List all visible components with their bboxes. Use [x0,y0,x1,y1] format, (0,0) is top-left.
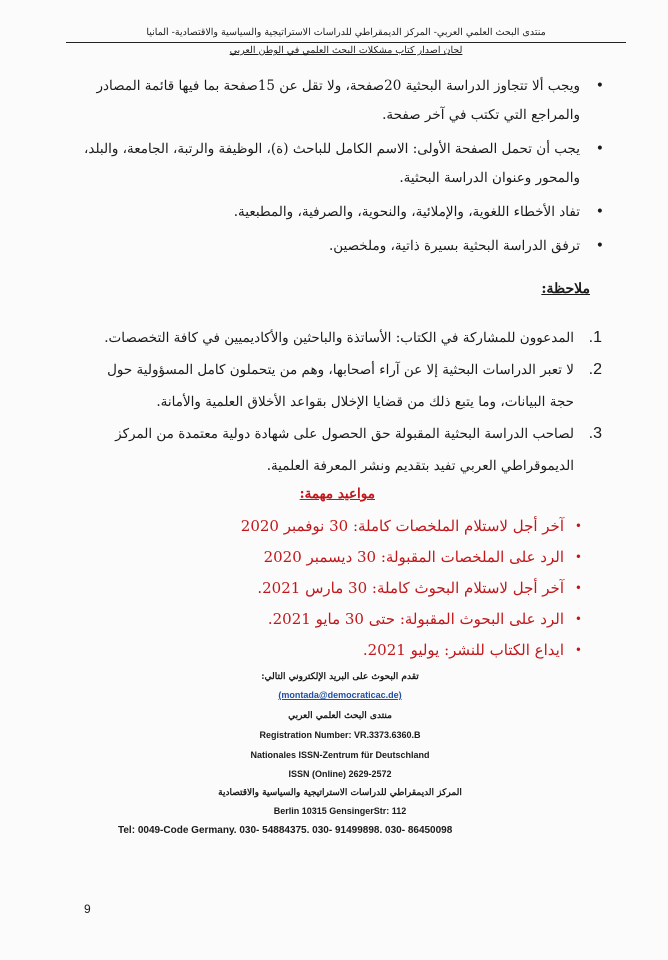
registration-number: Registration Number: VR.3373.6360.B [259,730,421,740]
requirement-item: • ترفق الدراسة البحثية بسيرة ذاتية، وملخصين. [60,232,608,261]
note-title: ملاحظة: [541,281,590,297]
date-item: • آخر أجل لاستلام الملخصات كاملة: 30 نوفمبر 2020 [164,511,584,542]
header-line-2: لجان اصدار كتاب مشكلات البحث العلمي في الوطن العربي [229,45,463,56]
note-number: 2. [588,361,602,378]
note-number: 1. [588,329,602,346]
note-text: لصاحب الدراسة البحثية المقبولة حق الحصول على شهادة دولية معتمدة من المركز الديموقراطي العربي تفيد بتقديم ونشر المعرفة العلمية. [115,426,574,474]
important-dates-list [164,511,584,666]
date-item: • الرد على الملخصات المقبولة: 30 ديسمبر 2020 [164,542,584,573]
requirement-item: • تفاد الأخطاء اللغوية، والإملائية، والنحوية، والصرفية، والمطبعية. [60,198,608,227]
note-number: 3. [588,425,602,442]
contact-email-link[interactable]: (montada@democraticac.de) [278,690,402,700]
center-name: المركز الديمقراطي للدراسات الاستراتيجية والسياسية والاقتصادية [218,788,462,798]
address: Berlin 10315 GensingerStr: 112 [273,806,407,816]
issn-number: ISSN (Online) 2629-2572 [288,769,392,779]
telephone-numbers: Tel: 0049-Code Germany. 030- 54884375. 030- 91499898. 030- 86450098 [118,825,453,836]
issn-center: Nationales ISSN-Zentrum für Deutschland [250,750,430,760]
requirements-list [60,72,608,266]
date-item: • ايداع الكتاب للنشر: يوليو 2021. [164,635,584,666]
note-text: لا تعبر الدراسات البحثية إلا عن آراء أصحابها، وهم من يتحملون كامل المسؤولية حول حجة البيانات، وما يتبع ذلك من قضايا الإخلال بقواعد الأخلاق العلمية والأمانة. [107,362,574,410]
important-dates-title: مواعيد مهمة: [299,486,375,502]
notes-list [90,322,602,482]
submission-instruction: تقدم البحوث على البريد الإلكتروني التالي: [261,672,419,682]
header-divider [66,42,626,43]
note-item [90,354,602,418]
note-item [90,418,602,482]
page-number: 9 [84,902,91,916]
note-text: المدعوون للمشاركة في الكتاب: الأساتذة والباحثين والأكاديميين في كافة التخصصات. [104,330,574,346]
forum-name: منتدى البحث العلمي العربي [288,711,392,721]
note-item [90,322,602,354]
date-item: • آخر أجل لاستلام البحوث كاملة: 30 مارس 2021. [164,573,584,604]
requirement-item: • يجب أن تحمل الصفحة الأولى: الاسم الكامل للباحث (ة)، الوظيفة والرتبة، الجامعة، والبلد، والمحور وعنوان الدراسة البحثية. [60,135,608,193]
date-item: • الرد على البحوث المقبولة: حتى 30 مايو 2021. [164,604,584,635]
header-line-1: منتدى البحث العلمي العربي- المركز الديمقراطي للدراسات الاستراتيجية والسياسية والاقتصادية- ألمانيا [146,27,546,38]
requirement-item: • ويجب ألا تتجاوز الدراسة البحثية 20صفحة، ولا تقل عن 15صفحة بما فيها قائمة المصادر والمراجع التي تكتب في آخر صفحة. [60,72,608,130]
